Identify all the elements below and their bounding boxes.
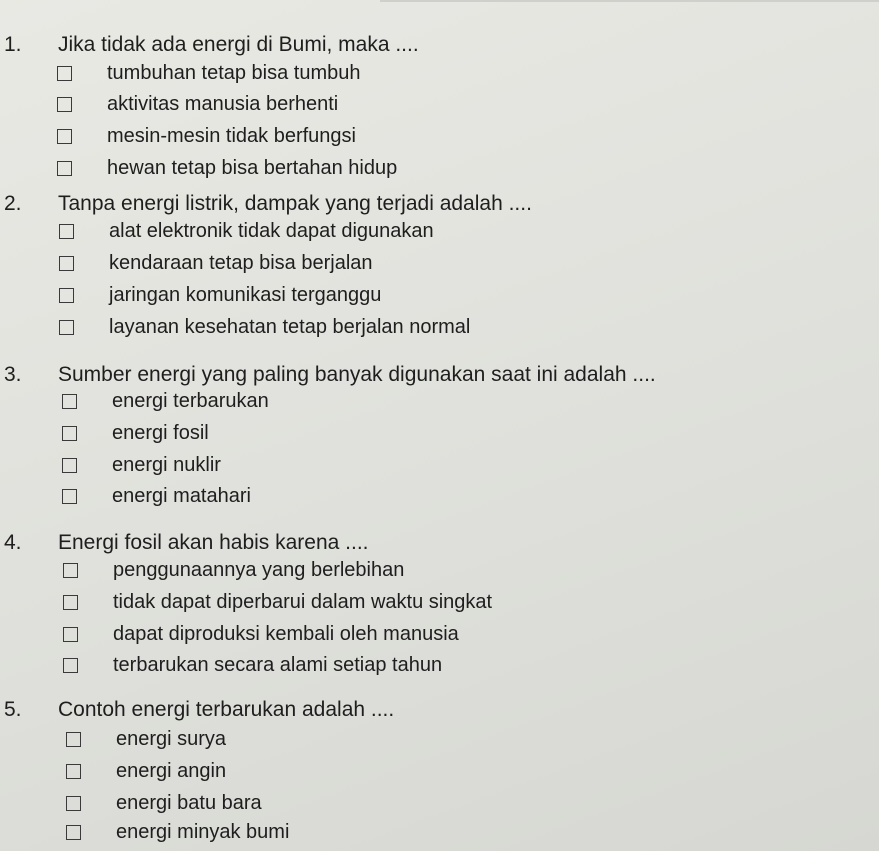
option-label: energi terbarukan <box>112 390 269 412</box>
question-2-prompt: Tanpa energi listrik, dampak yang terjadi adalah .... <box>58 192 532 215</box>
option-label: layanan kesehatan tetap berjalan normal <box>109 316 471 338</box>
q1-option-1[interactable] <box>57 60 837 90</box>
question-5-prompt: Contoh energi terbarukan adalah .... <box>58 698 395 721</box>
checkbox[interactable] <box>57 129 72 144</box>
checkbox[interactable] <box>66 825 81 840</box>
question-4-text <box>4 530 369 556</box>
checkbox[interactable] <box>62 458 77 473</box>
checkbox[interactable] <box>63 658 78 673</box>
question-3-number: 3. <box>4 363 22 386</box>
checkbox[interactable] <box>66 796 81 811</box>
option-label: energi nuklir <box>112 454 221 476</box>
option-label: tidak dapat diperbarui dalam waktu singkat <box>113 591 493 613</box>
option-label: alat elektronik tidak dapat digunakan <box>109 220 434 242</box>
option-label: mesin-mesin tidak berfungsi <box>107 125 356 147</box>
q3-option-4[interactable] <box>62 483 842 513</box>
checkbox[interactable] <box>62 489 77 504</box>
checkbox[interactable] <box>63 627 78 642</box>
q5-option-4[interactable] <box>66 819 846 849</box>
question-2-text <box>4 191 532 217</box>
question-1-text <box>4 32 419 58</box>
question-3-text <box>4 362 656 388</box>
option-label: energi fosil <box>112 422 209 444</box>
question-4-prompt: Energi fosil akan habis karena .... <box>58 531 369 554</box>
q2-option-4[interactable] <box>59 314 839 344</box>
option-label: terbarukan secara alami setiap tahun <box>113 654 443 676</box>
option-label: hewan tetap bisa bertahan hidup <box>107 157 398 179</box>
checkbox[interactable] <box>59 320 74 335</box>
option-label: penggunaannya yang berlebihan <box>113 559 405 581</box>
q2-option-2[interactable] <box>59 250 839 280</box>
checkbox[interactable] <box>62 426 77 441</box>
q2-option-1[interactable] <box>59 218 839 248</box>
q5-option-3[interactable] <box>66 790 846 820</box>
question-1-prompt: Jika tidak ada energi di Bumi, maka .... <box>58 33 419 56</box>
option-label: tumbuhan tetap bisa tumbuh <box>107 62 361 84</box>
checkbox[interactable] <box>62 394 77 409</box>
question-5-number: 5. <box>4 698 22 721</box>
question-3-prompt: Sumber energi yang paling banyak digunakan saat ini adalah .... <box>58 363 656 386</box>
checkbox[interactable] <box>59 224 74 239</box>
page-edge-rule <box>380 0 879 2</box>
checkbox[interactable] <box>59 288 74 303</box>
option-label: energi matahari <box>112 485 251 507</box>
option-label: energi angin <box>116 760 227 782</box>
question-2-number: 2. <box>4 192 22 215</box>
q1-option-2[interactable] <box>57 91 837 121</box>
checkbox[interactable] <box>66 764 81 779</box>
checkbox[interactable] <box>63 563 78 578</box>
checkbox[interactable] <box>57 66 72 81</box>
question-4-number: 4. <box>4 531 22 554</box>
checkbox[interactable] <box>59 256 74 271</box>
q4-option-4[interactable] <box>63 652 843 682</box>
question-1-number: 1. <box>4 33 22 56</box>
option-label: dapat diproduksi kembali oleh manusia <box>113 623 459 645</box>
checkbox[interactable] <box>57 97 72 112</box>
q3-option-2[interactable] <box>62 420 842 450</box>
q1-option-4[interactable] <box>57 155 837 185</box>
option-label: jaringan komunikasi terganggu <box>109 284 382 306</box>
q1-option-3[interactable] <box>57 123 837 153</box>
checkbox[interactable] <box>63 595 78 610</box>
option-label: energi minyak bumi <box>116 821 290 843</box>
q3-option-3[interactable] <box>62 452 842 482</box>
q5-option-2[interactable] <box>66 758 846 788</box>
checkbox[interactable] <box>57 161 72 176</box>
q5-option-1[interactable] <box>66 726 846 756</box>
option-label: energi surya <box>116 728 227 750</box>
q4-option-3[interactable] <box>63 621 843 651</box>
q2-option-3[interactable] <box>59 282 839 312</box>
option-label: energi batu bara <box>116 792 262 814</box>
question-5-text <box>4 697 394 723</box>
option-label: aktivitas manusia berhenti <box>107 93 339 115</box>
q4-option-2[interactable] <box>63 589 843 619</box>
q3-option-1[interactable] <box>62 388 842 418</box>
checkbox[interactable] <box>66 732 81 747</box>
option-label: kendaraan tetap bisa berjalan <box>109 252 373 274</box>
q4-option-1[interactable] <box>63 557 843 587</box>
